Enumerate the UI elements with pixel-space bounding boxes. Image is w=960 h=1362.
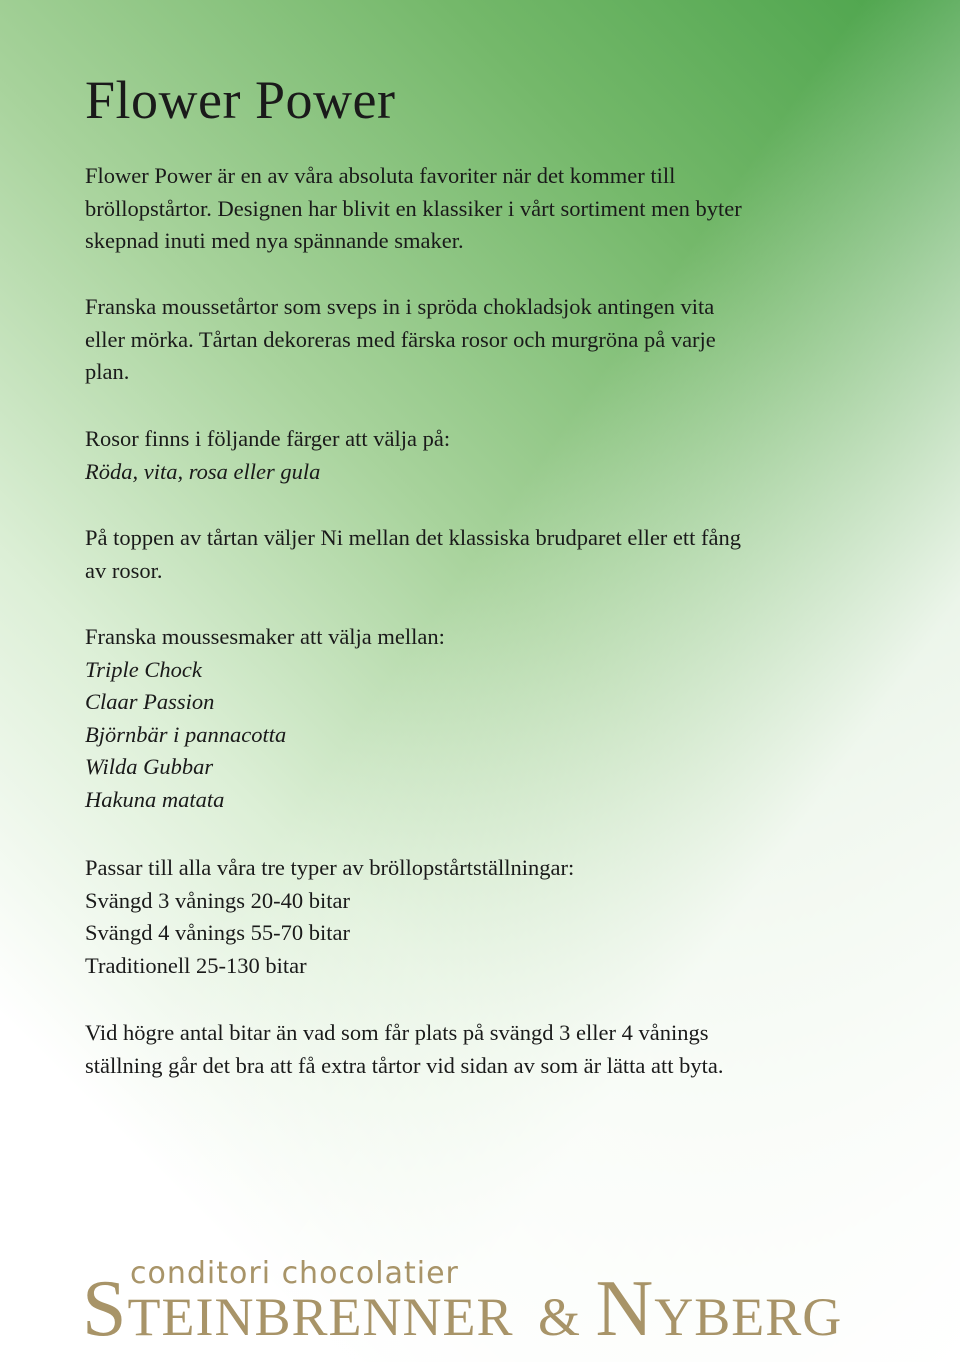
extra-cakes-paragraph — [85, 1017, 885, 1082]
logo-name: STEINBRENNER & NYBERG — [82, 1265, 843, 1345]
page-title: Flower Power — [85, 70, 396, 130]
stand-item: Traditionell 25-130 bitar — [85, 952, 307, 978]
flavor-item: Björnbär i pannacotta — [85, 721, 287, 747]
rose-colors-list: Röda, vita, rosa eller gula — [85, 458, 321, 484]
extra-cakes-line: Vid högre antal bitar än vad som får plats på svängd 3 eller 4 vånings — [85, 1020, 709, 1045]
extra-cakes-line: ställning går det bra att få extra tårtor vid sidan av som är lätta att byta. — [85, 1052, 724, 1078]
topper-paragraph — [85, 522, 885, 587]
intro-line: Flower Power är en av våra absoluta favoriter när det kommer till — [85, 163, 676, 188]
intro-paragraph — [85, 160, 885, 258]
stand-item: Svängd 4 vånings 55-70 bitar — [85, 920, 350, 945]
flavor-item: Hakuna matata — [85, 786, 225, 812]
description-paragraph — [85, 291, 885, 389]
description-line: plan. — [85, 359, 130, 384]
stands-section — [85, 852, 885, 982]
intro-line: bröllopstårtor. Designen har blivit en klassiker i vårt sortiment men byter — [85, 195, 742, 221]
intro-line: skepnad inuti med nya spännande smaker. — [85, 228, 464, 253]
topper-line: På toppen av tårtan väljer Ni mellan det klassiska brudparet eller ett fång — [85, 525, 742, 550]
description-line: eller mörka. Tårtan dekoreras med färska rosor och murgröna på varje — [85, 326, 716, 352]
rose-colors-heading: Rosor finns i följande färger att välja på: — [85, 426, 451, 451]
logo-tagline: conditori chocolatier — [130, 1256, 459, 1291]
flavor-item: Triple Chock — [85, 656, 202, 682]
stand-item: Svängd 3 vånings 20-40 bitar — [85, 887, 350, 913]
topper-line: av rosor. — [85, 557, 163, 583]
description-line: Franska moussetårtor som sveps in i spröda chokladsjok antingen vita — [85, 294, 715, 319]
stands-heading: Passar till alla våra tre typer av bröllopstårtställningar: — [85, 855, 575, 880]
flavors-heading: Franska moussesmaker att välja mellan: — [85, 624, 445, 649]
company-logo — [82, 1255, 882, 1345]
rose-colors-section — [85, 423, 885, 488]
flavor-item: Claar Passion — [85, 689, 215, 714]
flavor-item: Wilda Gubbar — [85, 754, 214, 779]
flavors-section — [85, 621, 885, 816]
